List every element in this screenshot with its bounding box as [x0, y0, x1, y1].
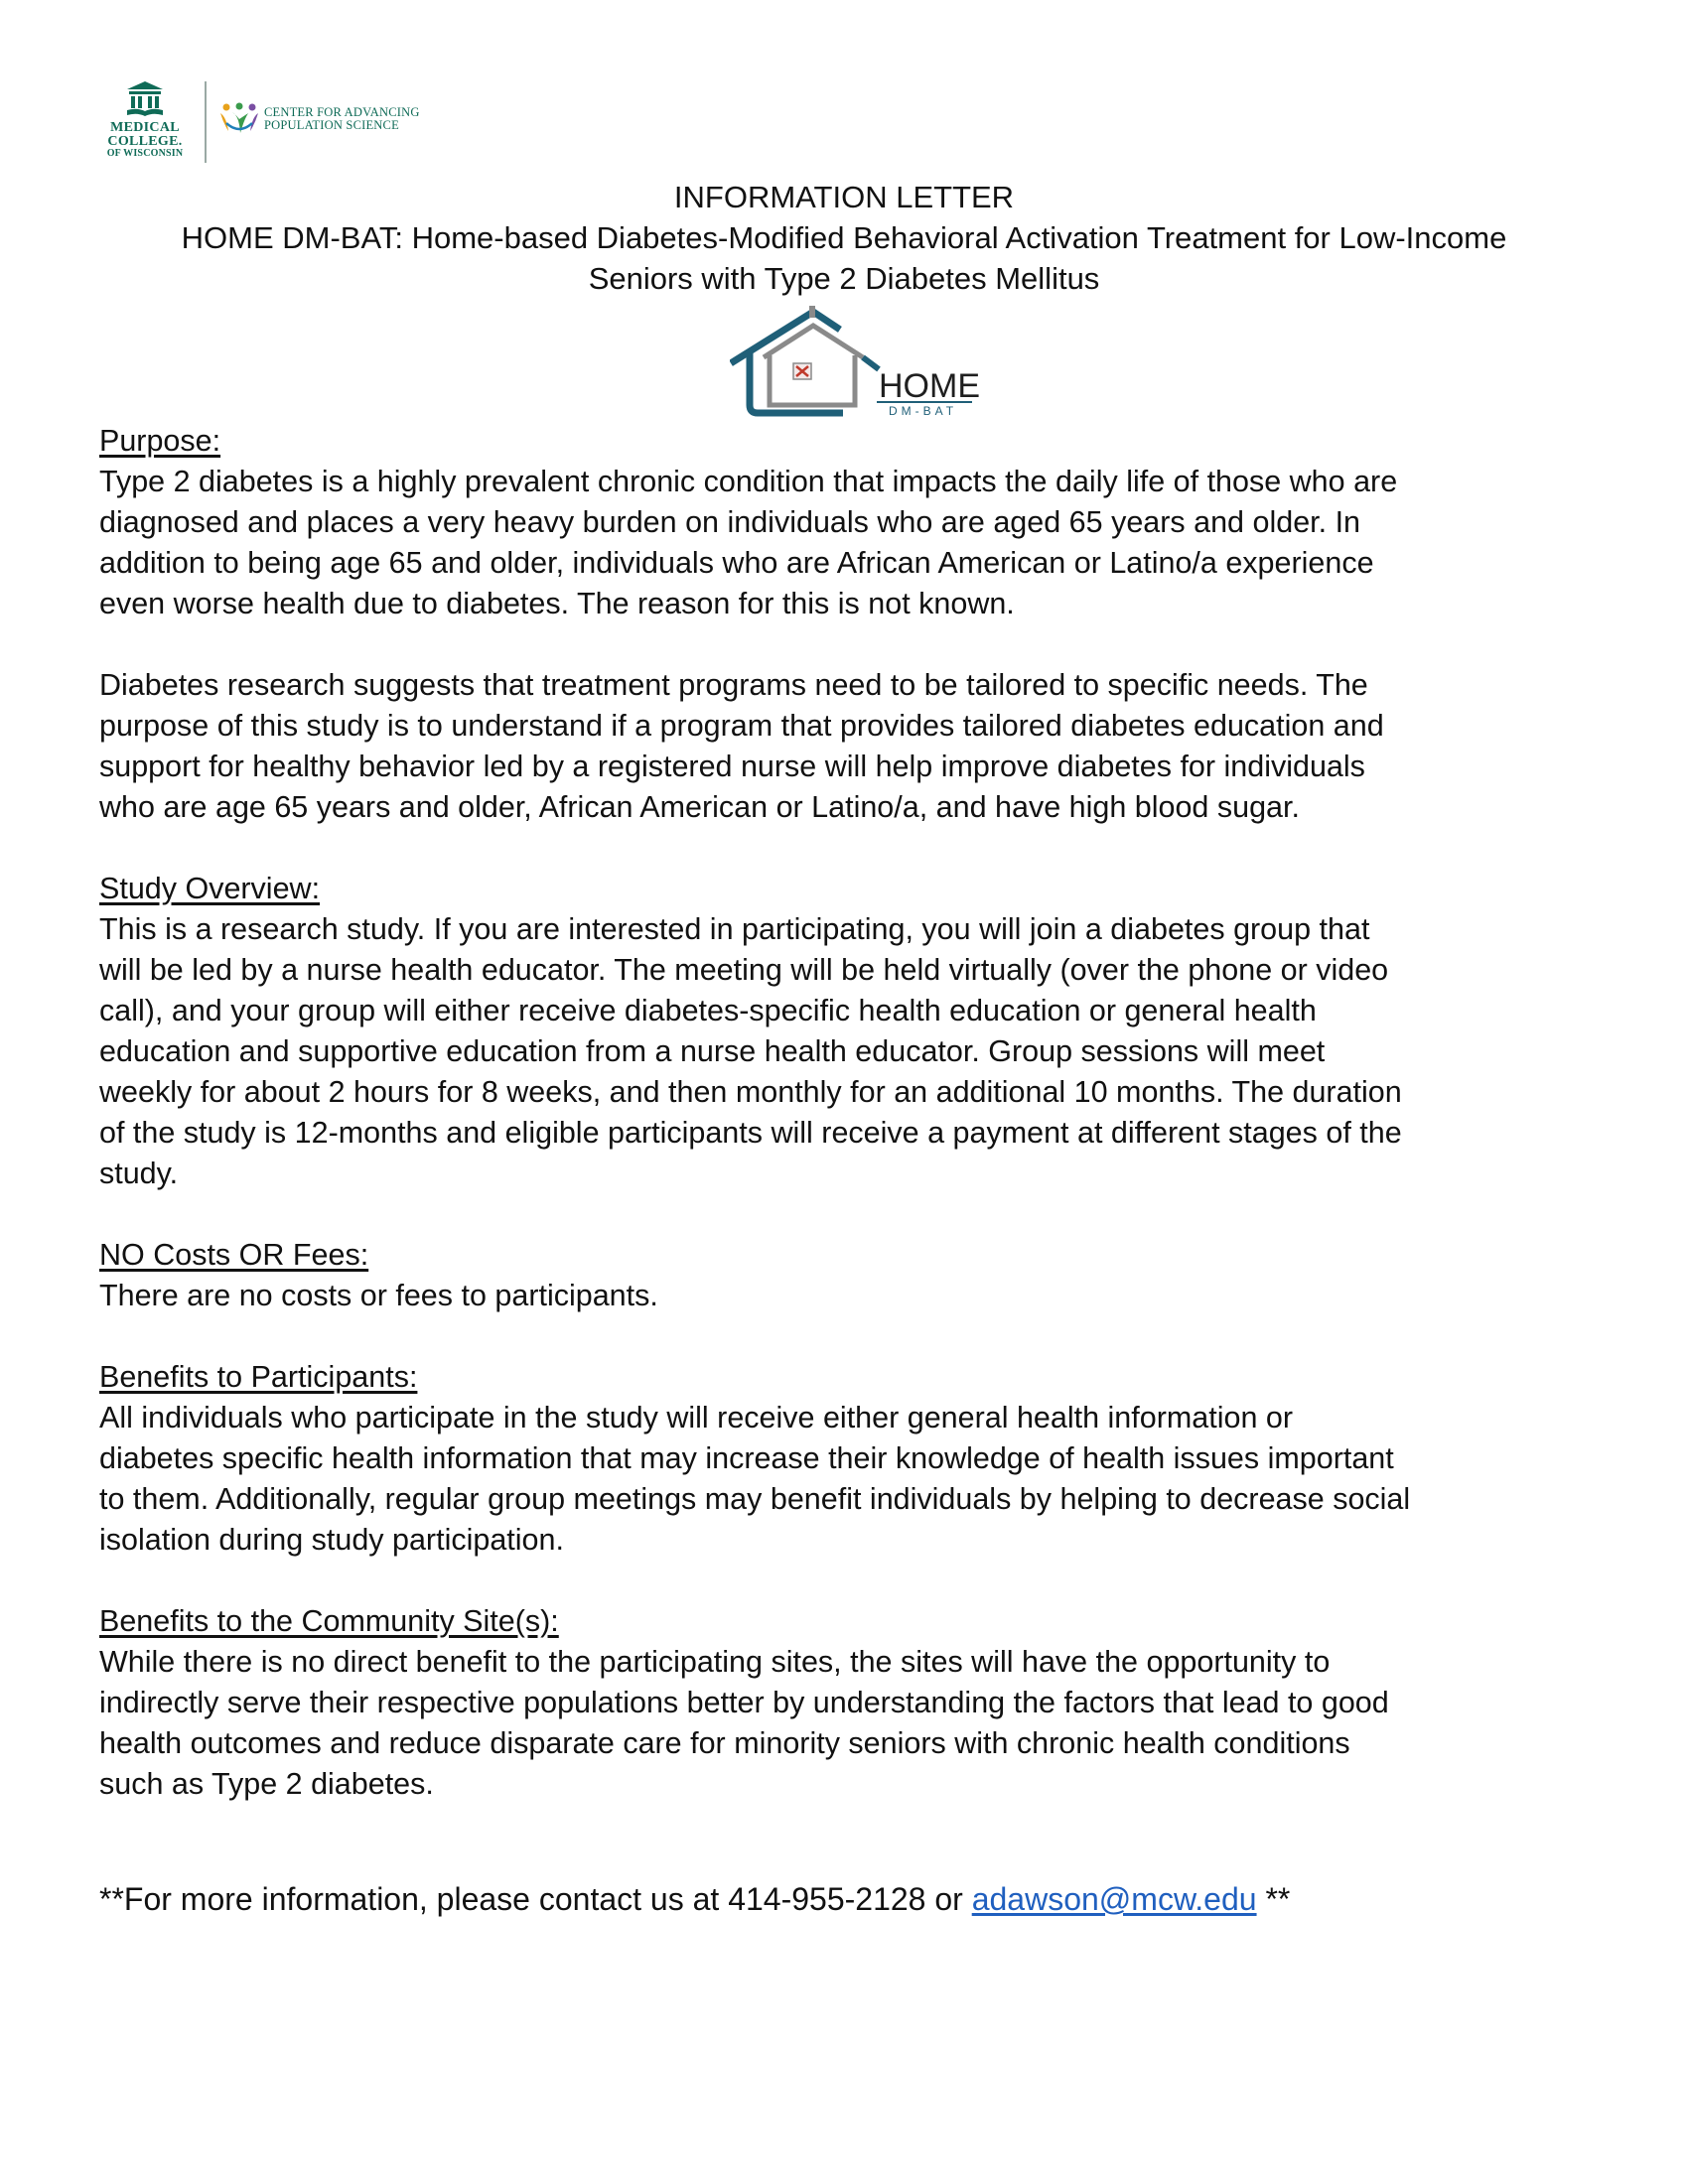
text-line: to them. Additionally, regular group meetings may benefit individuals by helping to decrease social: [99, 1482, 1411, 1516]
capos-logo: [218, 101, 420, 137]
mcw-line2: COLLEGE.: [107, 134, 183, 149]
text-line: education and supportive education from a nurse health educator. Group sessions will meet: [99, 1034, 1326, 1068]
text-line: This is a research study. If you are interested in participating, you will join a diabetes group that: [99, 912, 1370, 946]
text-line: indirectly serve their respective populations better by understanding the factors that lead to good: [99, 1686, 1389, 1719]
text-line: There are no costs or fees to participants.: [99, 1279, 658, 1312]
heading-benefits-sites: Benefits to the Community Site(s):: [99, 1604, 559, 1638]
section-costs: [99, 1235, 1609, 1316]
population-people-icon: [218, 101, 260, 137]
title-line3: Seniors with Type 2 Diabetes Mellitus: [588, 261, 1100, 296]
overview-paragraph: [99, 909, 1609, 1194]
text-line: health outcomes and reduce disparate care for minority seniors with chronic health conditions: [99, 1726, 1350, 1760]
text-line: study.: [99, 1157, 179, 1190]
contact-prefix: **For more information, please contact us at 414-955-2128 or: [99, 1881, 972, 1917]
letter-title: [0, 177, 1688, 299]
heading-benefits-participants: Benefits to Participants:: [99, 1360, 418, 1394]
heading-purpose: Purpose:: [99, 424, 221, 458]
purpose-paragraph-1: [99, 462, 1609, 624]
house-icon: [730, 306, 988, 425]
text-line: support for healthy behavior led by a registered nurse will help improve diabetes for individuals: [99, 750, 1365, 783]
mcw-line3: OF WISCONSIN: [106, 148, 184, 159]
text-line: While there is no direct benefit to the participating sites, the sites will have the opportunity to: [99, 1645, 1331, 1679]
text-line: call), and your group will either receive diabetes-specific health education or general health: [99, 994, 1317, 1027]
section-benefits-participants: [99, 1357, 1609, 1561]
contact-line: [99, 1878, 1290, 1920]
text-line: will be led by a nurse health educator. The meeting will be held virtually (over the phone or video: [99, 953, 1389, 987]
title-line2: HOME DM-BAT: Home-based Diabetes-Modified Behavioral Activation Treatment for Low-Income: [181, 220, 1507, 255]
text-line: even worse health due to diabetes. The reason for this is not known.: [99, 587, 1015, 620]
header-logos: [95, 79, 420, 163]
heading-costs: NO Costs OR Fees:: [99, 1238, 369, 1272]
mcw-book-icon: [123, 79, 167, 119]
text-line: Diabetes research suggests that treatment programs need to be tailored to specific needs. The: [99, 668, 1368, 702]
section-benefits-sites: [99, 1601, 1609, 1805]
mcw-line1: MEDICAL: [110, 120, 180, 135]
benefits-sites-paragraph: [99, 1642, 1609, 1805]
heading-study-overview: Study Overview:: [99, 872, 321, 905]
text-line: of the study is 12-months and eligible participants will receive a payment at different stages of the: [99, 1116, 1402, 1150]
purpose-paragraph-2: [99, 665, 1609, 828]
mcw-logo: [95, 79, 195, 159]
costs-paragraph: [99, 1276, 1609, 1316]
logo-divider: [205, 81, 207, 163]
text-line: such as Type 2 diabetes.: [99, 1767, 434, 1801]
text-line: purpose of this study is to understand if a program that provides tailored diabetes education and: [99, 709, 1384, 743]
home-dm-bat-logo: [730, 306, 988, 425]
benefits-participants-paragraph: [99, 1398, 1609, 1561]
text-line: Type 2 diabetes is a highly prevalent chronic condition that impacts the daily life of those who are: [99, 465, 1398, 498]
section-purpose: [99, 421, 1609, 828]
text-line: diagnosed and places a very heavy burden on individuals who are aged 65 years and older. In: [99, 505, 1361, 539]
home-logo-word: HOME: [879, 367, 980, 405]
capos-line2: POPULATION SCIENCE: [264, 118, 399, 132]
contact-email-link[interactable]: adawson@mcw.edu: [971, 1881, 1257, 1917]
text-line: who are age 65 years and older, African American or Latino/a, and have high blood sugar.: [99, 790, 1300, 824]
title-line1: INFORMATION LETTER: [673, 180, 1015, 214]
text-line: diabetes specific health information that may increase their knowledge of health issues important: [99, 1441, 1394, 1475]
text-line: addition to being age 65 and older, individuals who are African American or Latino/a experience: [99, 546, 1374, 580]
text-line: All individuals who participate in the study will receive either general health information or: [99, 1401, 1293, 1434]
text-line: isolation during study participation.: [99, 1523, 564, 1557]
section-study-overview: [99, 869, 1609, 1194]
home-logo-sub: DM-BAT: [889, 404, 958, 418]
letter-body: [99, 421, 1609, 1805]
capos-line1: CENTER FOR ADVANCING: [264, 104, 420, 119]
text-line: weekly for about 2 hours for 8 weeks, and then monthly for an additional 10 months. The duration: [99, 1075, 1402, 1109]
contact-suffix: **: [1256, 1881, 1291, 1917]
